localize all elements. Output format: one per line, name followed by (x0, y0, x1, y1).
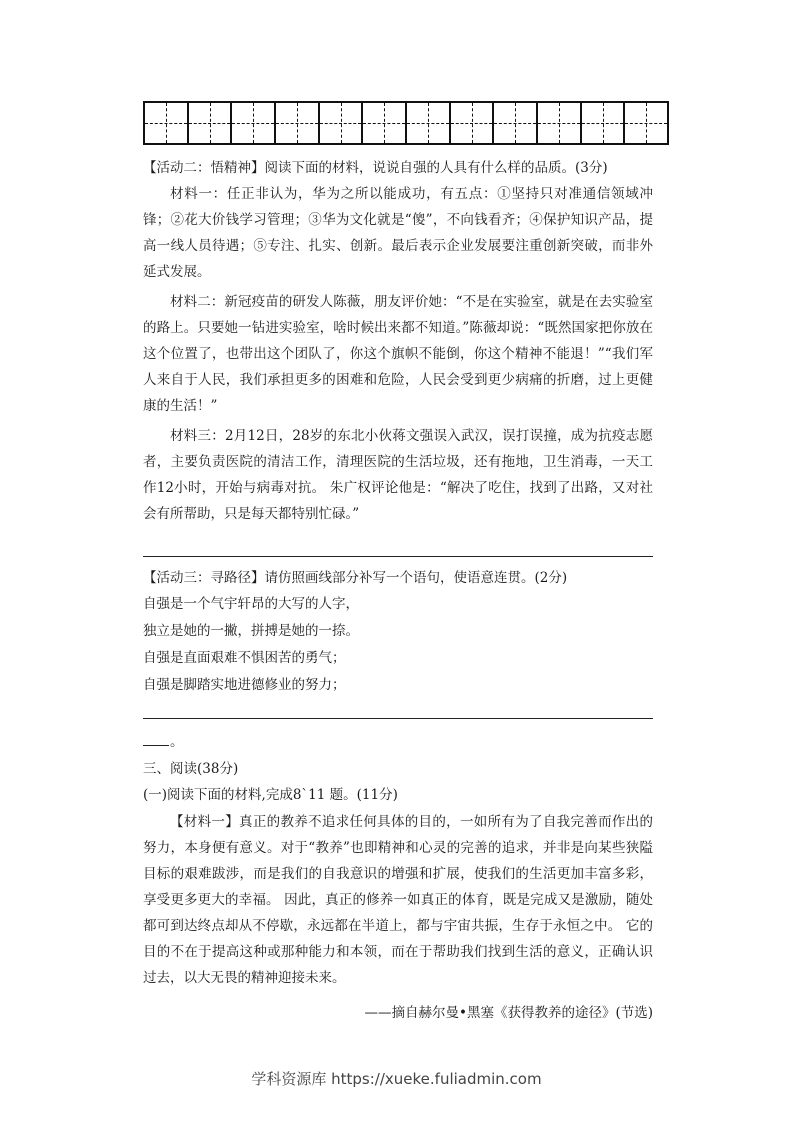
activity3-line-4: 自强是脚踏实地进德修业的努力； (143, 677, 346, 693)
material-3: 材料三：2月12日，28岁的东北小伙蒋文强误入武汉，误打误撞，成为抗疫志愿者，主要负责医院的清洁工作，清理医院的生活垃圾，还有拖地，卫生消毒，一天工作12小时，开始与病毒对抗。 朱广权评论他是：“解决了吃住，找到了出路，又对社会有所帮助，只是每天都特别忙碌。” (143, 428, 653, 522)
grid-cell (625, 103, 667, 143)
activity3-line-1: 自强是一个气宇轩昂的大写的人字， (143, 596, 359, 612)
subsection-title: (一)阅读下面的材料,完成8`11 题。(11分) (143, 787, 398, 803)
grid-cell (494, 103, 538, 143)
activity3-answer-end: 。 (143, 730, 653, 755)
grid-cell (320, 103, 364, 143)
writing-grid (143, 101, 669, 145)
material-2: 材料二：新冠疫苗的研发人陈薇，朋友评价她：“不是在实验室，就是在去实验室的路上。只要她一钻进实验室，啥时候出来都不知道。”陈薇却说：“既然国家把你放在这个位置了，也带出这个团队了，你这个旗帜不能倒，你这个精神不能退！”“我们军人来自于人民，我们承担更多的困难和危险，人民会受到更少病痛的折磨，过上更健康的生活！” (143, 294, 653, 414)
grid-cell (276, 103, 320, 143)
source-citation: ——摘自赫尔曼•黑塞《获得教养的途径》(节选) (364, 1005, 653, 1021)
grid-cell (363, 103, 407, 143)
grid-cell (538, 103, 582, 143)
reading-text: 【材料一】真正的教养不追求任何具体的目的，一如所有为了自我完善而作出的努力，本身便有意义。对于“教养”也即精神和心灵的完善的追求，并非是向某些狭隘目标的艰难跋涉，而是我们的自我意识的增强和扩展，使我们的生活更加丰富多彩，享受更多更大的幸福。 因此，真正的修养一如真正的体育，既是完成又是激励，随处都可到达终点却从不停歇，永远都在半道上，都与宇宙共振，生存于永恒之中。 它的目的不在于提高这种或那种能力和本领，而在于帮助我们找到生活的意义，正确认识过去，以大无畏的精神迎接未来。 (143, 814, 653, 986)
material-1: 材料一：任正非认为，华为之所以能成功，有五点：①坚持只对准通信领域冲锋；②花大价钱学习管理；③华为文化就是“傻”，不向钱看齐；④保护知识产品，提高一线人员待遇；⑤专注、扎实、创新。最后表示企业发展要注重创新突破，而非外延式发展。 (143, 186, 653, 280)
activity2-title: 【活动二：悟精神】阅读下面的材料，说说自强的人具有什么样的品质。(3分) (143, 160, 608, 176)
answer-blank[interactable] (143, 731, 169, 746)
grid-cell (189, 103, 233, 143)
activity3-line-2: 独立是她的一撇，拼搏是她的一捺。 (143, 623, 359, 639)
grid-cell (582, 103, 626, 143)
grid-cell (145, 103, 189, 143)
activity3-line-3: 自强是直面艰难不惧困苦的勇气； (143, 650, 346, 666)
section-title: 三、阅读(38分) (143, 761, 239, 777)
grid-cell (232, 103, 276, 143)
answer-line-activity2 (143, 556, 653, 557)
watermark-footer: 学科资源库 https://xueke.fuliadmin.com (251, 1070, 542, 1088)
answer-line-activity3 (143, 718, 653, 719)
grid-cell (407, 103, 451, 143)
activity2-materials (143, 181, 653, 527)
reading-material-1 (143, 809, 653, 991)
grid-cell (451, 103, 495, 143)
activity3-title: 【活动三：寻路径】请仿照画线部分补写一个语句，使语意连贯。(2分) (143, 570, 568, 586)
